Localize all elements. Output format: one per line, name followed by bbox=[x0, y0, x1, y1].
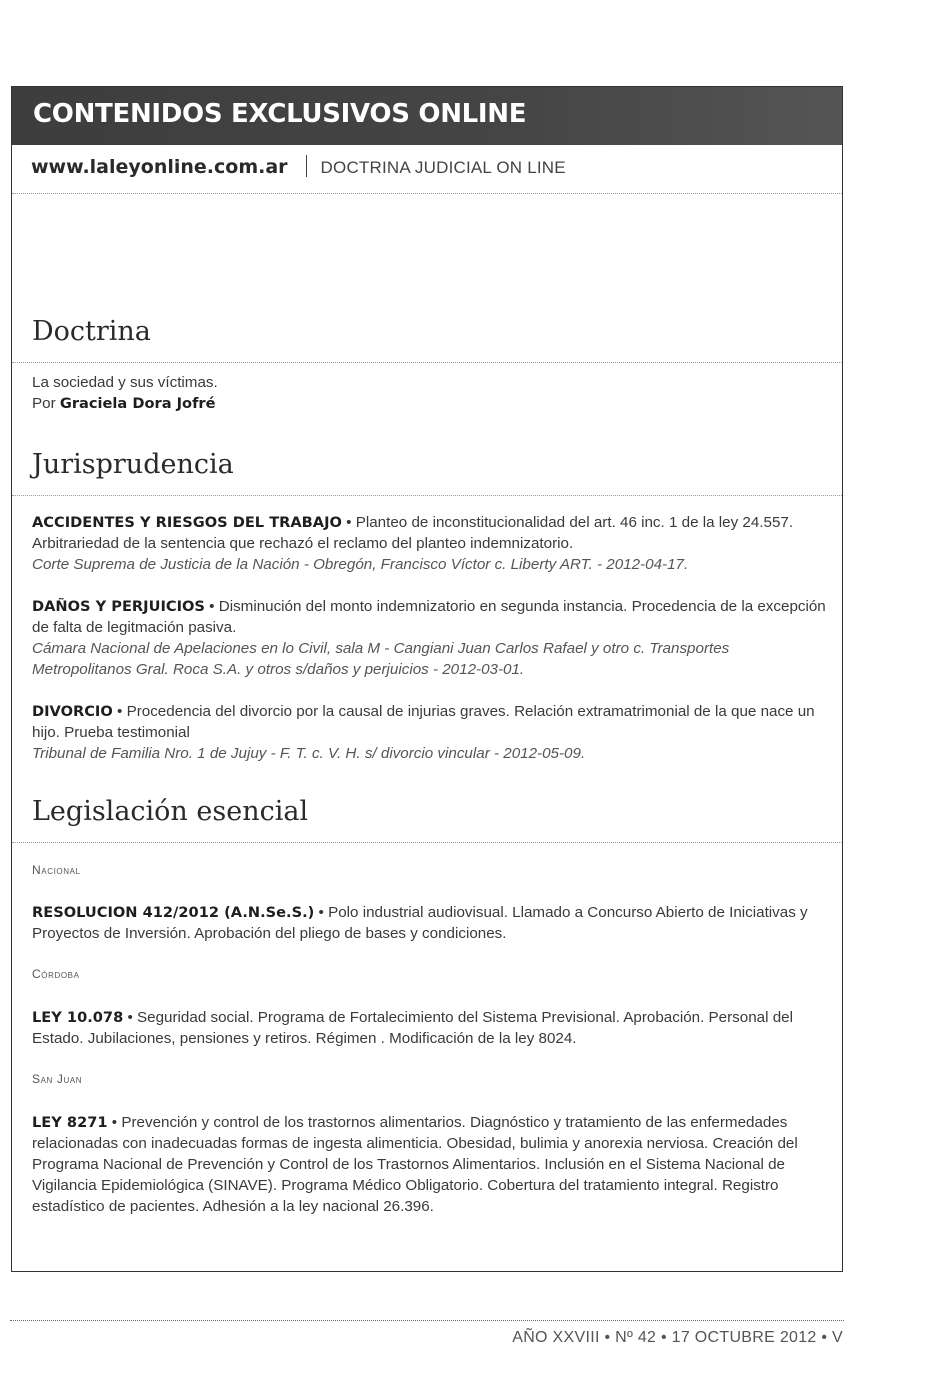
law-item bbox=[32, 902, 828, 944]
law-item bbox=[32, 1007, 828, 1049]
bullet: • bbox=[111, 1114, 118, 1131]
doctrina-title: La sociedad y sus víctimas. bbox=[32, 374, 218, 391]
item-topic: DAÑOS Y PERJUICIOS bbox=[32, 598, 205, 615]
doctrina-author: Graciela Dora Jofré bbox=[59, 395, 216, 412]
item-text: Planteo de inconstitucionalidad del art. 46 inc. 1 de la ley 24.557. Arbitrariedad de la sentencia que rechazó el reclamo del planteo indemnizatorio. bbox=[32, 514, 794, 552]
item-citation: Cámara Nacional de Apelaciones en lo Civil, sala M - Cangiani Juan Carlos Rafael y otro c. Transportes Metropolitanos Gral. Roca S.A. y otros s/daños y perjuicios - 2012-03-01. bbox=[32, 640, 730, 678]
legislacion-heading: Legislación esencial bbox=[32, 796, 309, 827]
item-text: Disminución del monto indemnizatorio en segunda instancia. Procedencia de la excepción de falta de legitmación pasiva. bbox=[32, 598, 826, 636]
law-text: Prevención y control de los trastornos alimentarios. Diagnóstico y tratamiento de las enfermedades relacionadas con inadecuadas formas de ingesta alimenticia. Obesidad, bulimia y anorexia nerviosa. Creación del Programa Nacional de Prevención y Control de los Trastornos Alimentarios. Inclusión en el Sistema Nacional de Vigilancia Epidemiológica (SINAVE). Programa Médico Obligatorio. Cobertura del tratamiento integral. Registro estadístico de pacientes. Adhesión a la ley nacional 26.396. bbox=[32, 1114, 798, 1215]
byline-prefix: Por bbox=[32, 395, 60, 412]
doctrina-entry bbox=[32, 372, 828, 414]
bullet: • bbox=[346, 514, 352, 531]
page-footer: AÑO XXVIII • Nº 42 • 17 OCTUBRE 2012 • V bbox=[512, 1329, 843, 1346]
footer-divider bbox=[10, 1320, 844, 1321]
jurisprudencia-item bbox=[32, 512, 828, 575]
law-title: LEY 8271 bbox=[32, 1114, 108, 1131]
item-text: Procedencia del divorcio por la causal de injurias graves. Relación extramatrimonial de la que nace un hijo. Prueba testimonial bbox=[32, 703, 815, 741]
law-text: Polo industrial audiovisual. Llamado a Concurso Abierto de Iniciativas y Proyectos de Inversión. Aprobación del pliego de bases y condiciones. bbox=[32, 904, 808, 942]
content-box bbox=[11, 86, 843, 1272]
divider bbox=[12, 495, 842, 496]
region-label: Córdoba bbox=[32, 967, 80, 981]
law-title: RESOLUCION 412/2012 (A.N.Se.S.) bbox=[32, 904, 315, 921]
header-banner bbox=[12, 87, 842, 145]
bullet: • bbox=[117, 703, 123, 720]
bullet: • bbox=[209, 598, 215, 615]
divider bbox=[12, 842, 842, 843]
item-citation: Corte Suprema de Justicia de la Nación - Obregón, Francisco Víctor c. Liberty ART. - 2012-04-17. bbox=[32, 556, 689, 573]
jurisprudencia-item bbox=[32, 596, 828, 680]
region-label: Nacional bbox=[32, 863, 81, 877]
divider bbox=[12, 193, 842, 194]
section-label: DOCTRINA JUDICIAL ON LINE bbox=[320, 158, 566, 177]
bullet: • bbox=[127, 1009, 133, 1026]
doctrina-byline bbox=[32, 393, 828, 414]
law-item bbox=[32, 1112, 828, 1217]
jurisprudencia-item bbox=[32, 701, 828, 764]
law-text: Seguridad social. Programa de Fortalecimiento del Sistema Previsional. Aprobación. Personal del Estado. Jubilaciones, pensiones y retiros. Régimen . Modificación de la ley 8024. bbox=[32, 1009, 793, 1047]
doctrina-heading: Doctrina bbox=[32, 316, 151, 347]
divider bbox=[12, 362, 842, 363]
item-topic: DIVORCIO bbox=[32, 703, 113, 720]
subheader bbox=[31, 155, 832, 185]
item-topic: ACCIDENTES Y RIESGOS DEL TRABAJO bbox=[32, 514, 342, 531]
banner-title: CONTENIDOS EXCLUSIVOS ONLINE bbox=[33, 99, 527, 129]
site-url[interactable]: www.laleyonline.com.ar bbox=[31, 156, 288, 178]
law-title: LEY 10.078 bbox=[32, 1009, 124, 1026]
jurisprudencia-heading: Jurisprudencia bbox=[32, 449, 234, 480]
item-citation: Tribunal de Familia Nro. 1 de Jujuy - F. T. c. V. H. s/ divorcio vincular - 2012-05-09. bbox=[32, 745, 586, 762]
region-label: San Juan bbox=[32, 1072, 83, 1086]
bullet: • bbox=[318, 904, 324, 921]
divider bbox=[306, 155, 307, 177]
